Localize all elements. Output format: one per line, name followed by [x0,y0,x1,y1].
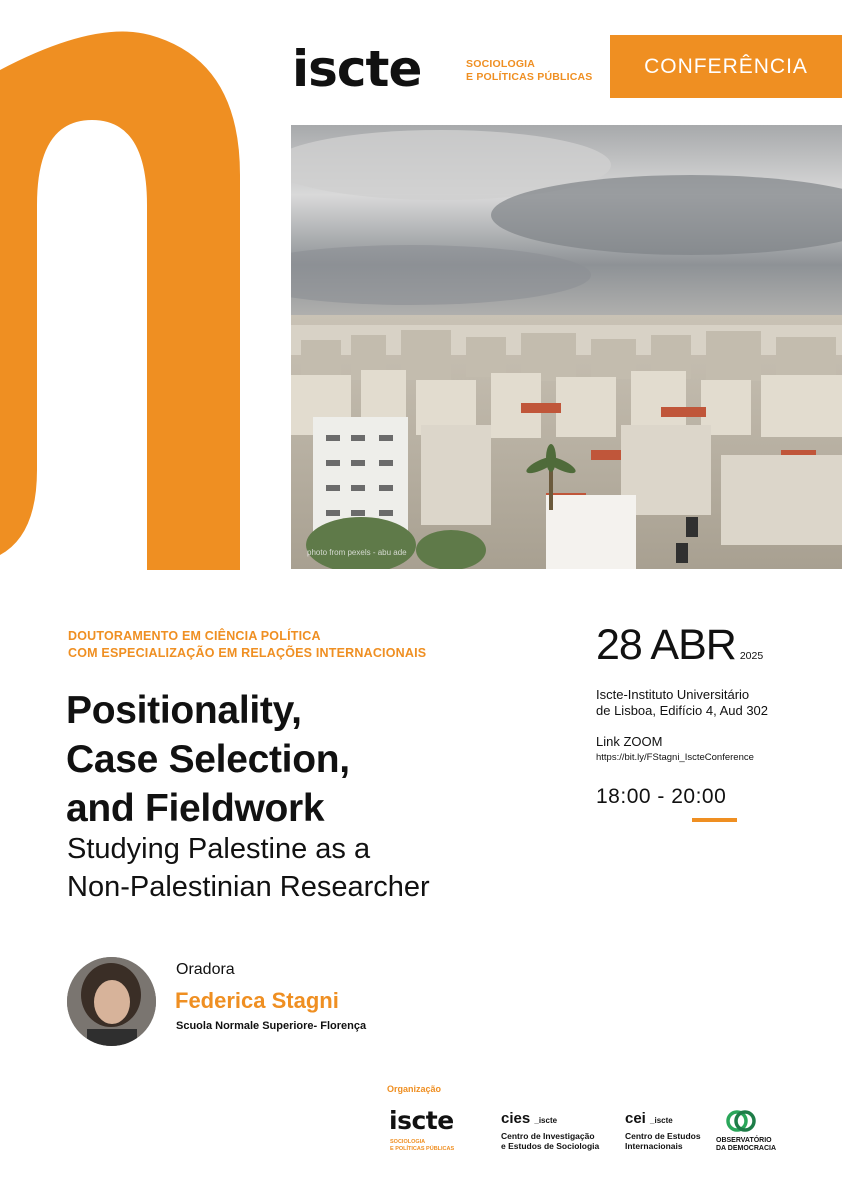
talk-subtitle [67,830,430,906]
school-name-line2: E POLÍTICAS PÚBLICAS [466,71,593,83]
event-type-badge: CONFERÊNCIA [610,35,842,98]
organizer-cei-desc [625,1131,701,1151]
speaker-role: Oradora [176,961,235,978]
city-photo [291,125,842,569]
speaker-affiliation: Scuola Normale Superiore- Florença [176,1020,367,1032]
date-month: ABR [650,621,736,669]
organizers-label: Organização [387,1084,442,1094]
program-name [68,628,426,662]
cei-tag: _iscte [650,1116,673,1125]
accent-divider [692,818,737,822]
subtitle-line2: Non-Palestinian Researcher [67,871,430,903]
speaker-name: Federica Stagni [175,988,339,1013]
date-day: 28 [596,621,642,669]
organizer-cei-logo [625,1111,673,1126]
speaker-photo-icon [67,957,156,1046]
zoom-link-label: Link ZOOM [596,734,663,749]
speaker-avatar [67,957,156,1046]
cei-name: cei [625,1110,646,1127]
cies-desc-line2: e Estudos de Sociologia [501,1141,600,1151]
title-line2: Case Selection, [66,738,350,781]
observatory-logo-icon [726,1107,756,1135]
city-illustration [291,125,842,569]
title-line1: Positionality, [66,689,302,732]
organizer-iscte-sub-line2: E POLÍTICAS PÚBLICAS [390,1145,455,1152]
cei-desc-line2: Internacionais [625,1141,683,1151]
event-date [596,621,764,669]
organizer-cies-logo [501,1111,557,1126]
talk-title [66,686,350,833]
organizer-iscte-subtitle [390,1139,454,1152]
cies-desc-line1: Centro de Investigação [501,1131,595,1141]
observatory-line2: DA DEMOCRACIA [716,1145,777,1152]
school-name-line1: SOCIOLOGIA [466,58,536,70]
venue-line1: Iscte-Instituto Universitário [596,687,750,702]
venue-line2: de Lisboa, Edifício 4, Aud 302 [596,703,769,718]
school-name [466,58,593,84]
cies-tag: _iscte [534,1116,558,1125]
organizer-cies-desc [501,1131,599,1151]
decorative-arch [0,0,250,575]
cies-name: cies [501,1110,531,1127]
event-venue [596,687,768,719]
event-time: 18:00 - 20:00 [596,785,727,808]
title-line3: and Fieldwork [66,787,325,830]
iscte-logo: iscte [292,40,422,98]
program-line1: DOUTORAMENTO EM CIÊNCIA POLÍTICA [68,629,321,643]
organizer-observatory-name [716,1137,776,1153]
date-year: 2025 [739,650,764,662]
photo-credit: photo from pexels - abu ade [307,548,407,557]
program-line2: COM ESPECIALIZAÇÃO EM RELAÇÕES INTERNACIONAIS [68,646,427,660]
organizer-iscte-sub-line1: SOCIOLOGIA [390,1139,426,1145]
cei-desc-line1: Centro de Estudos [625,1131,701,1141]
zoom-link[interactable]: https://bit.ly/FStagni_IscteConference [596,752,754,763]
organizer-iscte-logo: iscte [389,1106,454,1135]
observatory-line1: OBSERVATÓRIO [716,1137,772,1144]
subtitle-line1: Studying Palestine as a [67,833,371,865]
